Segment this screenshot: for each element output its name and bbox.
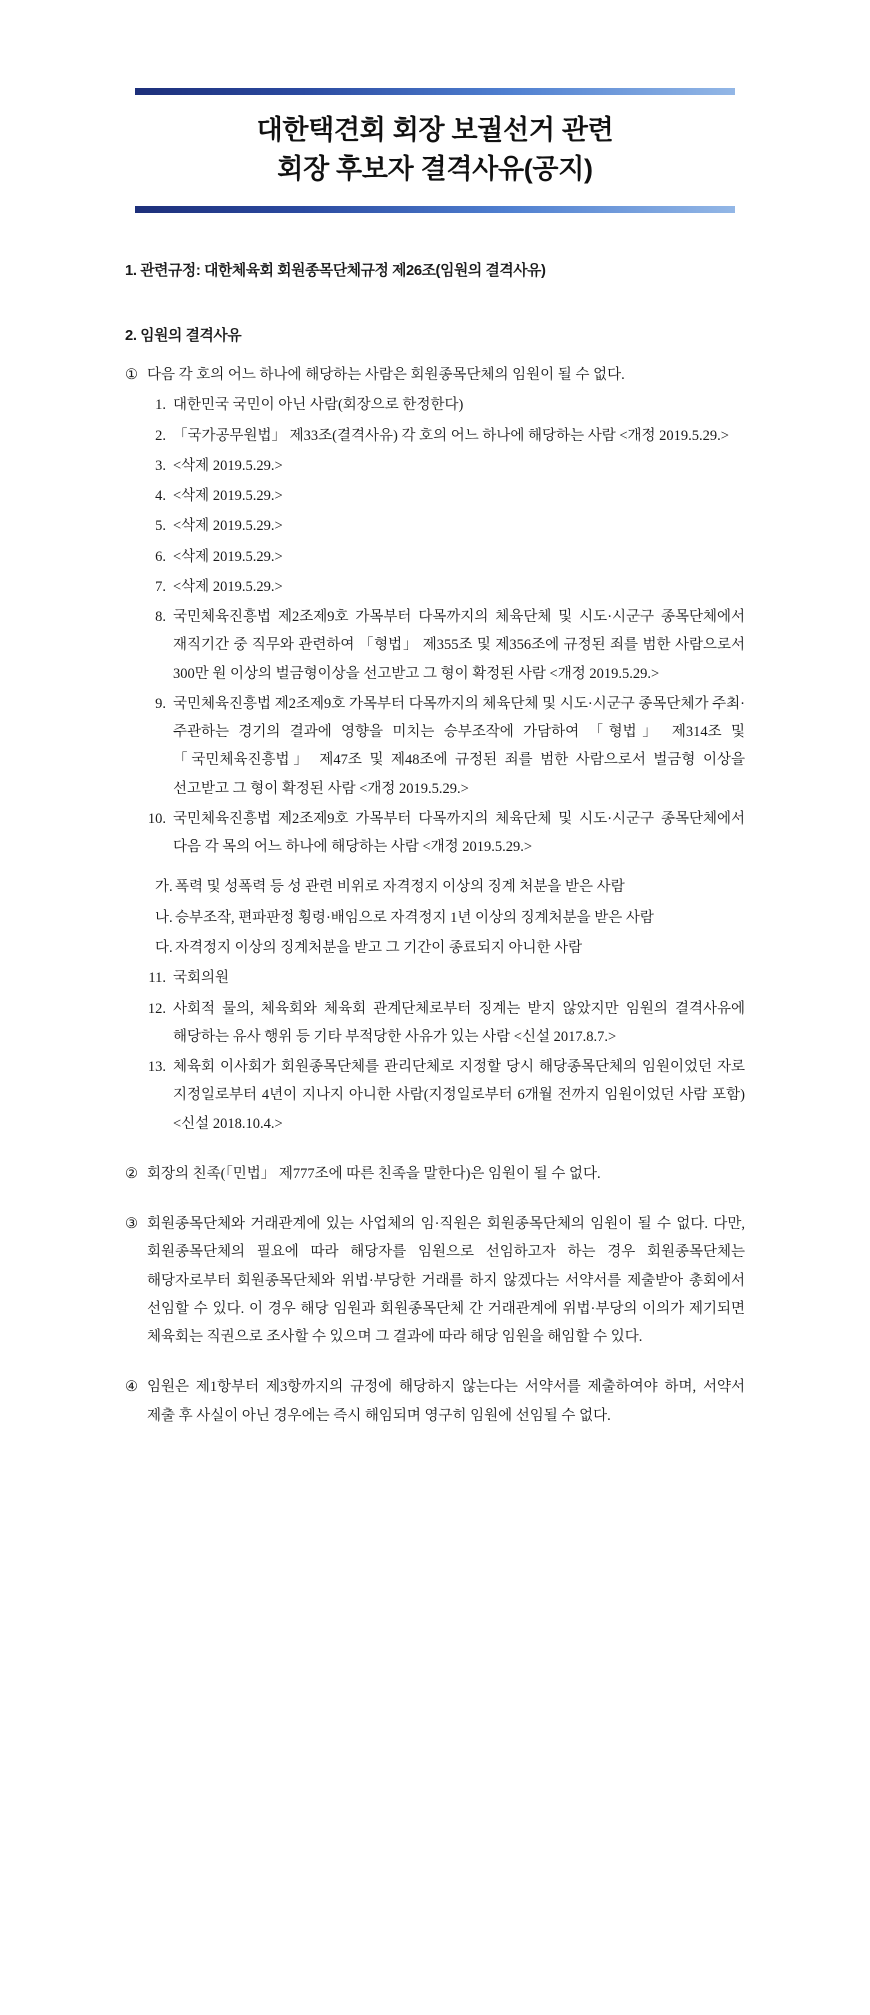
clause-2-marker: ② [125,1165,138,1182]
list-item-marker: 12. [147,1000,166,1017]
clause-3 [125,1210,745,1351]
sub-list-item-text: 승부조작, 편파판정 횡령·배임으로 자격정지 1년 이상의 징계처분을 받은 사람 [175,909,654,926]
clause-1-marker: ① [125,366,138,383]
list-item [147,1053,745,1138]
title-rule-top [135,88,735,95]
spacer [125,863,745,873]
clause-1 [125,361,745,389]
list-item-text: <삭제 2019.5.29.> [173,548,283,565]
list-item [147,422,745,450]
clause-2-text: 회장의 친족(「민법」 제777조에 따른 친족을 말한다)은 임원이 될 수 없다. [147,1165,601,1182]
list-item-text: <삭제 2019.5.29.> [173,488,283,505]
list-item-marker: 13. [147,1059,166,1076]
list-item [147,964,745,992]
list-item [147,690,745,803]
list-item [147,512,745,540]
list-item-marker: 3. [155,457,166,474]
sub-list-item-marker: 가. [155,879,173,896]
list-item-marker: 7. [155,578,166,595]
list-item [147,573,745,601]
list-item [147,995,745,1052]
list-item-marker: 8. [155,609,166,626]
document-body [125,213,745,1430]
clause-4 [125,1373,745,1430]
list-item-marker: 10. [147,810,166,827]
sub-list-item-text: 폭력 및 성폭력 등 성 관련 비위로 자격정지 이상의 징계 처분을 받은 사람 [175,879,625,896]
sub-list-item [149,934,745,962]
sub-list-item-marker: 다. [155,940,173,957]
list-item-marker: 5. [155,518,166,535]
list-item-text: 「국가공무원법」 제33조(결격사유) 각 호의 어느 하나에 해당하는 사람 <개정 2019.5.29.> [173,427,729,444]
list-item-text: 국민체육진흥법 제2조제9호 가목부터 다목까지의 체육단체 및 시도·시군구 종목단체에서 다음 각 목의 어느 하나에 해당하는 사람 <개정 2019.5.29.> [173,810,745,856]
clause-3-text: 회원종목단체와 거래관계에 있는 사업체의 임·직원은 회원종목단체의 임원이 될 수 없다. 다만, 회원종목단체의 필요에 따라 해당자를 임원으로 선임하고자 하는 경우 회원종목단체는 해당자로부터 회원종목단체와 위법·부당한 거래를 하지 않겠다는 서약서를 제출받아 총회에서 선임할 수 있다. 이 경우 해당 임원과 회원종목단체 간 거래관계에 위법·부당의 이의가 제기되면 체육회는 직권으로 조사할 수 있으며 그 결과에 따라 해당 임원을 해임할 수 있다. [147,1216,745,1346]
document-title-block [135,0,735,213]
sub-list-item-marker: 나. [155,909,173,926]
list-item [147,452,745,480]
sub-list-item-text: 자격정지 이상의 징계처분을 받고 그 기간이 종료되지 아니한 사람 [175,940,583,957]
list-item-marker: 2. [155,427,166,444]
sub-list-item [149,904,745,932]
list-item-text: <삭제 2019.5.29.> [173,518,283,535]
list-item-marker: 11. [148,970,166,987]
list-item-text: <삭제 2019.5.29.> [173,457,283,474]
list-item-marker: 1. [155,397,166,414]
clause-1-text: 다음 각 호의 어느 하나에 해당하는 사람은 회원종목단체의 임원이 될 수 없다. [147,366,625,383]
clause-3-marker: ③ [125,1216,138,1233]
page-title-line-1: 대한택견회 회장 보궐선거 관련 [256,115,614,145]
page-title [135,111,735,189]
list-item [147,391,745,419]
page-title-line-2: 회장 후보자 결격사유(공지) [277,154,593,185]
list-item-text: 국회의원 [173,970,230,987]
list-item [147,805,745,862]
list-item-text: 사회적 물의, 체육회와 체육회 관계단체로부터 징계는 받지 않았지만 임원의 결격사유에 해당하는 유사 행위 등 기타 부적당한 사유가 있는 사람 <신설 2017.8.7.> [173,1000,745,1045]
section-heading-2: 2. 임원의 결격사유 [125,328,242,345]
list-item-text: 국민체육진흥법 제2조제9호 가목부터 다목까지의 체육단체 및 시도·시군구 종목단체가 주최·주관하는 경기의 결과에 영향을 미치는 승부조작에 가담하여 「형법」 제314조 및 「국민체육진흥법」 제47조 및 제48조에 규정된 죄를 범한 사람으로서 벌금형 이상을 선고받고 그 형이 확정된 사람 <개정 2019.5.29.> [173,695,745,797]
title-rule-bottom [135,206,735,213]
section-heading-1: 1. 관련규정: 대한체육회 회원종목단체규정 제26조(임원의 결격사유) [125,263,546,280]
list-item-marker: 4. [155,488,166,505]
clause-4-marker: ④ [125,1379,138,1396]
list-item-text: 대한민국 국민이 아닌 사람(회장으로 한정한다) [173,397,464,414]
list-item-marker: 9. [155,695,166,712]
clause-2 [125,1160,745,1188]
sub-list-item [149,873,745,901]
list-item-text: 국민체육진흥법 제2조제9호 가목부터 다목까지의 체육단체 및 시도·시군구 종목단체에서 재직기간 중 직무와 관련하여 「형법」 제355조 및 제356조에 규정된 죄를 범한 사람으로서 300만 원 이상의 벌금형이상을 선고받고 그 형이 확정된 사람 <개정 2019.5.29.> [173,609,745,682]
list-item-marker: 6. [155,548,166,565]
list-item [147,543,745,571]
list-item [147,603,745,688]
list-item-text: <삭제 2019.5.29.> [173,578,283,595]
list-item-text: 체육회 이사회가 회원종목단체를 관리단체로 지정할 당시 해당종목단체의 임원이었던 자로 지정일로부터 4년이 지나지 아니한 사람(지정일로부터 6개월 전까지 임원이었던 사람 포함) <신설 2018.10.4.> [173,1059,745,1132]
clause-4-text: 임원은 제1항부터 제3항까지의 규정에 해당하지 않는다는 서약서를 제출하여야 하며, 서약서 제출 후 사실이 아닌 경우에는 즉시 해임되며 영구히 임원에 선임될 수 없다. [147,1379,745,1424]
list-item [147,482,745,510]
